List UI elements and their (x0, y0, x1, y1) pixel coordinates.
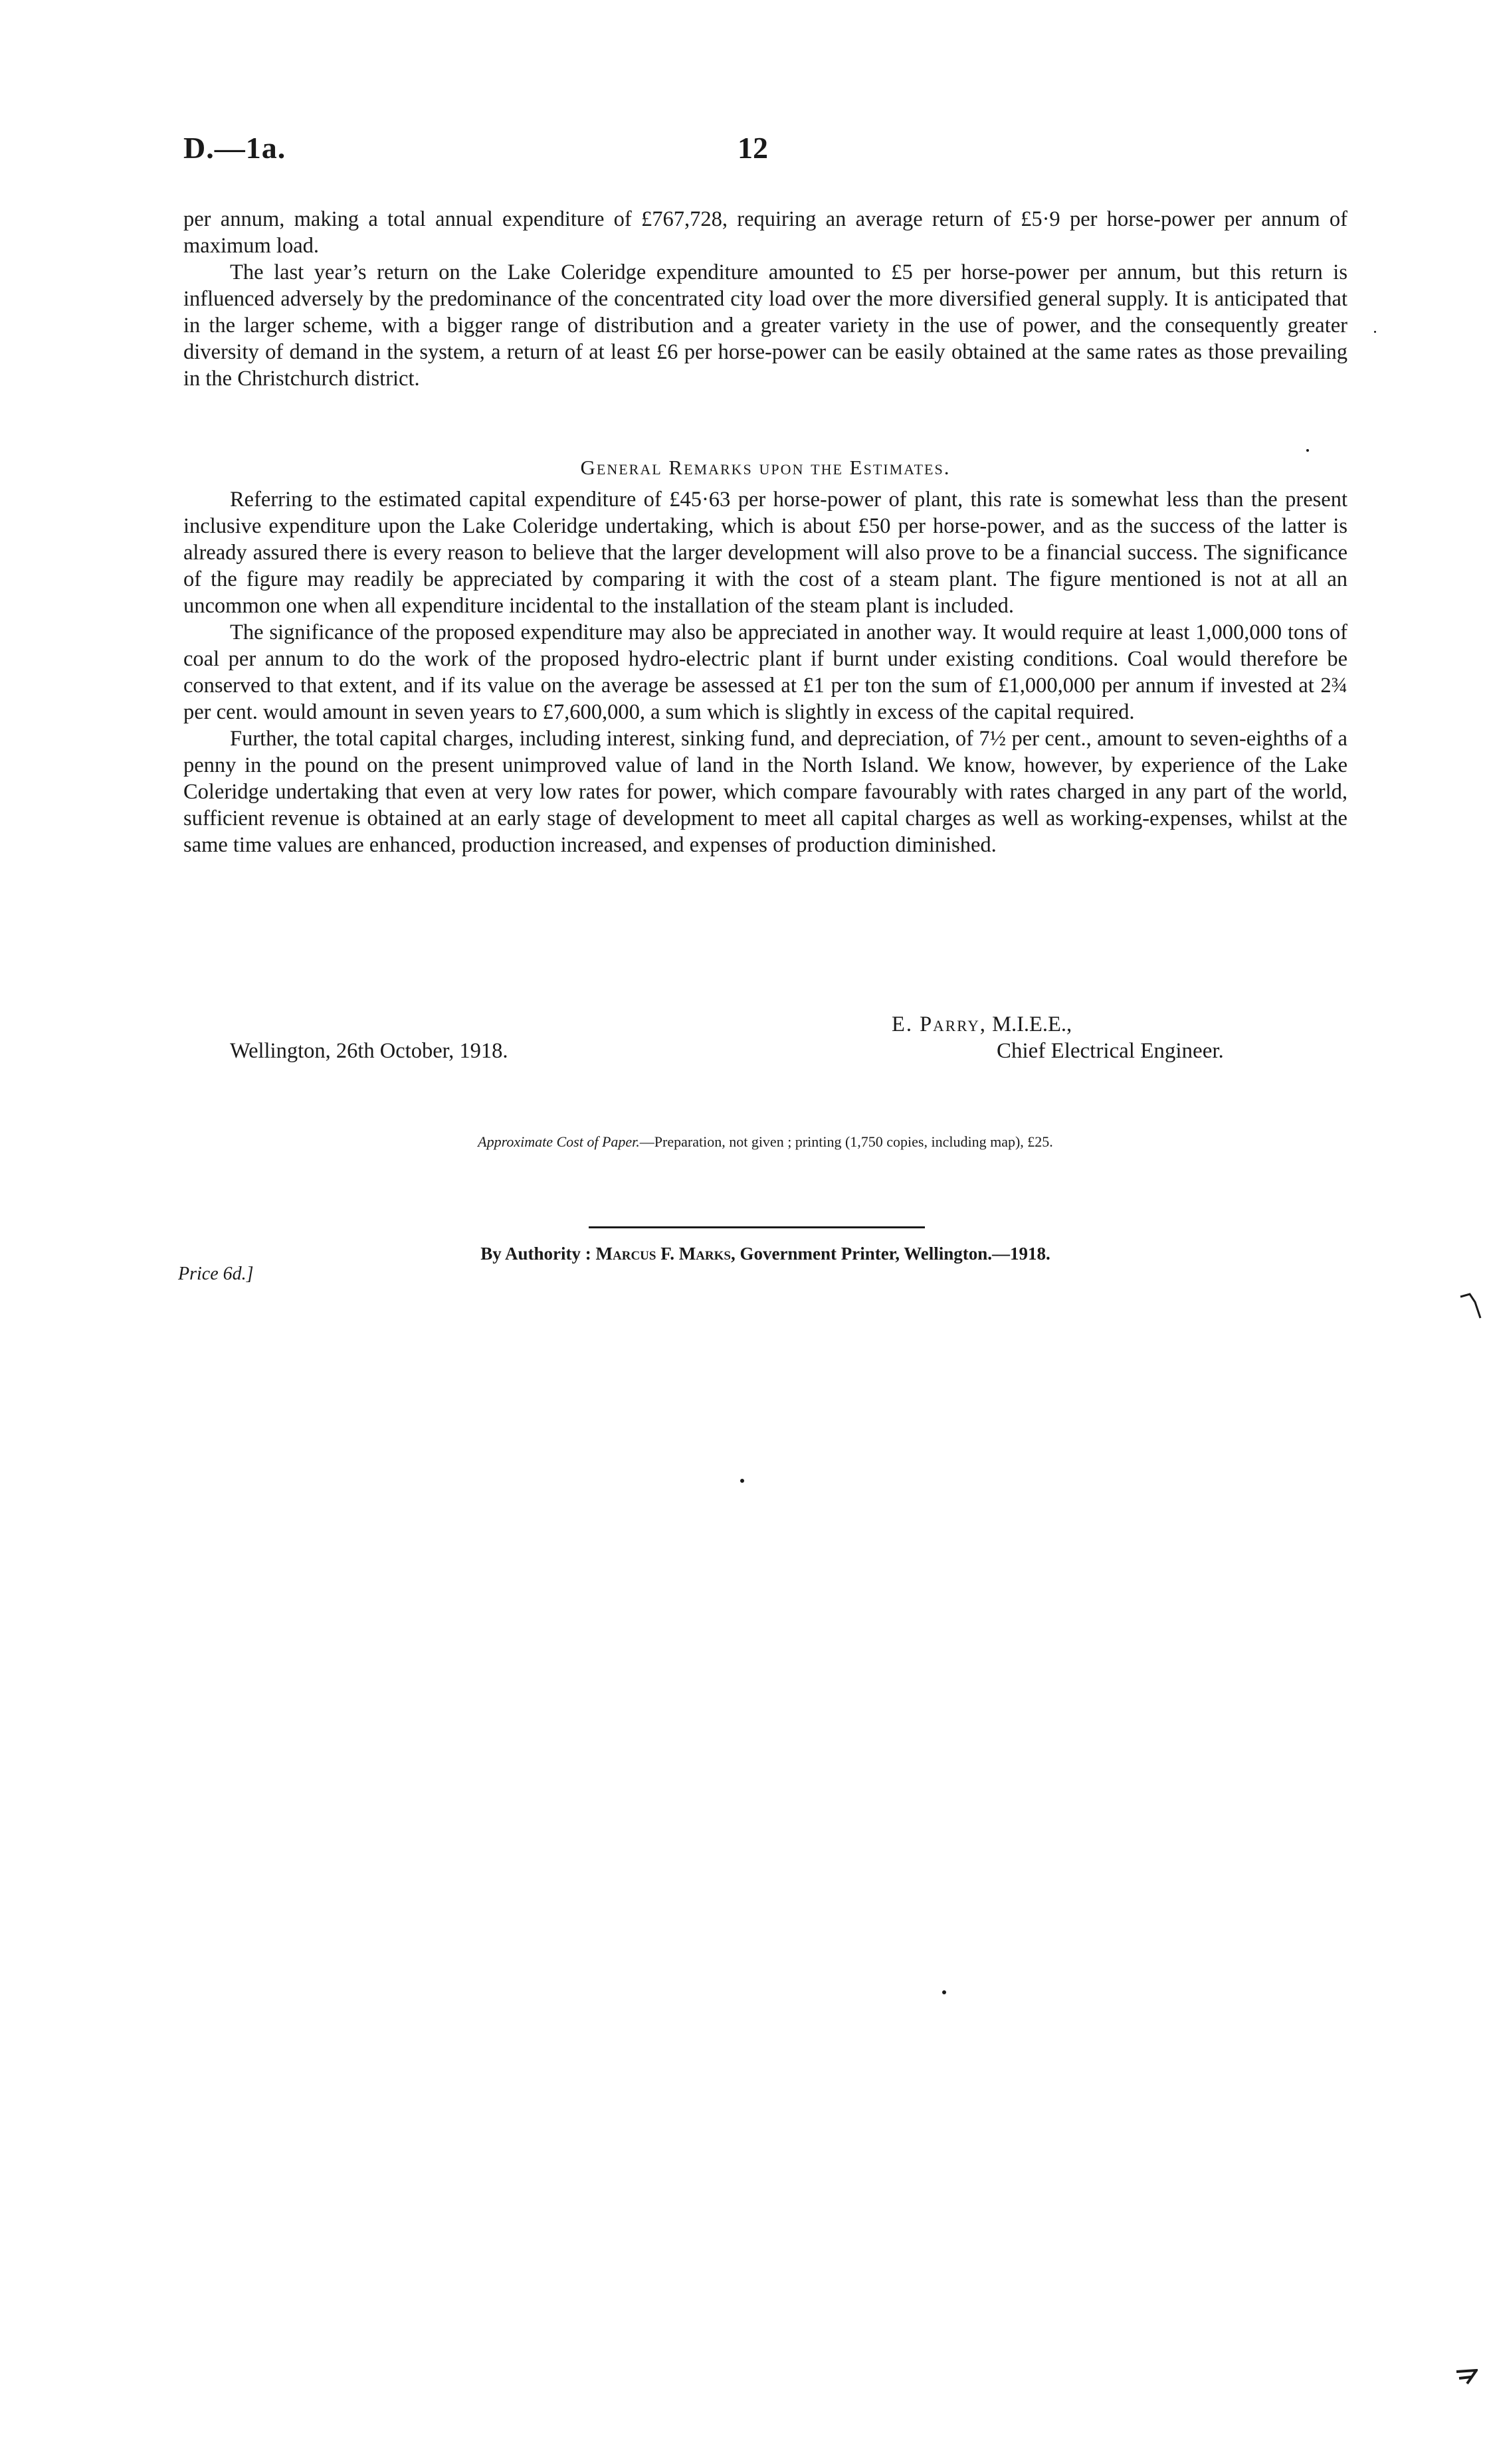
body-text-remarks (183, 486, 1347, 858)
signatory-name (892, 1012, 1072, 1037)
printer-name: Marcus F. Marks (595, 1244, 731, 1264)
signatory-surname: E. Parry, (892, 1012, 987, 1036)
cost-of-paper-note (183, 1133, 1347, 1151)
paragraph: per annum, making a total annual expenditure of £767,728, requiring an average return of £5·9 per horse-power per annum of maximum load. (183, 207, 1347, 258)
paper-series-reference: D.—1a. (183, 131, 286, 165)
divider-rule (589, 1226, 925, 1228)
scan-corner-mark (1454, 2369, 1478, 2386)
printer-imprint (183, 1244, 1347, 1264)
cost-note-label: Approximate Cost of Paper. (478, 1133, 640, 1150)
place-and-date: Wellington, 26th October, 1918. (230, 1039, 508, 1063)
scan-speck (942, 1990, 946, 1994)
page-number: 12 (738, 131, 768, 165)
scan-speck (740, 1479, 744, 1483)
body-text-top (183, 206, 1347, 392)
paragraph: Referring to the estimated capital expenditure of £45·63 per horse-power of plant, this rate is somewhat less than the present inclusive expenditure upon the Lake Coleridge undertaking, which is about £50 per horse-power, and as the success of the latter is already assured there is every reason to believe that the larger development will also prove to be a financial success. The significance of the figure may readily be appreciated by comparing it with the cost of a steam plant. The figure mentioned is not at all an uncommon one when all expenditure incidental to the installation of the steam plant is included. (183, 488, 1347, 618)
imprint-suffix: , Government Printer, Wellington.—1918. (731, 1244, 1050, 1264)
signatory-title: Chief Electrical Engineer. (997, 1039, 1224, 1063)
price-label: Price 6d.] (178, 1264, 254, 1284)
scan-edge-mark (1459, 1293, 1482, 1319)
scan-speck (1374, 331, 1376, 333)
signatory-qualifications: M.I.E.E., (992, 1012, 1072, 1036)
cost-note-text: —Preparation, not given ; printing (1,750 copies, including map), £25. (639, 1133, 1053, 1150)
section-heading: General Remarks upon the Estimates. (580, 456, 951, 479)
paragraph: The significance of the proposed expenditure may also be appreciated in another way. It would require at least 1,000,000 tons of coal per annum to do the work of the proposed hydro-electric plant if burnt under existing conditions. Coal would therefore be conserved to that extent, and if its value on the average be assessed at £1 per ton the sum of £1,000,000 per annum if invested at 2¾ per cent. would amount in seven years to £7,600,000, a sum which is slightly in excess of the capital required. (183, 620, 1347, 724)
scan-speck (1306, 449, 1309, 452)
paragraph: The last year’s return on the Lake Coleridge expenditure amounted to £5 per horse-power per annum, but this return is influenced adversely by the predominance of the concentrated city load over the more diversified general supply. It is anticipated that in the larger scheme, with a bigger range of distribution and a greater variety in the use of power, and the consequently greater diversity of demand in the system, a return of at least £6 per horse-power can be easily obtained at the same rates as those prevailing in the Christchurch district. (183, 260, 1347, 391)
imprint-prefix: By Authority : (480, 1244, 591, 1264)
paragraph: Further, the total capital charges, including interest, sinking fund, and depreciation, of 7½ per cent., amount to seven-eighths of a penny in the pound on the present unimproved value of land in the North Island. We know, however, by experience of the Lake Coleridge undertaking that even at very low rates for power, which compare favourably with rates charged in any part of the world, sufficient revenue is obtained at an early stage of development to meet all capital charges as well as working-expenses, whilst at the same time values are enhanced, production increased, and expenses of production diminished. (183, 727, 1347, 857)
